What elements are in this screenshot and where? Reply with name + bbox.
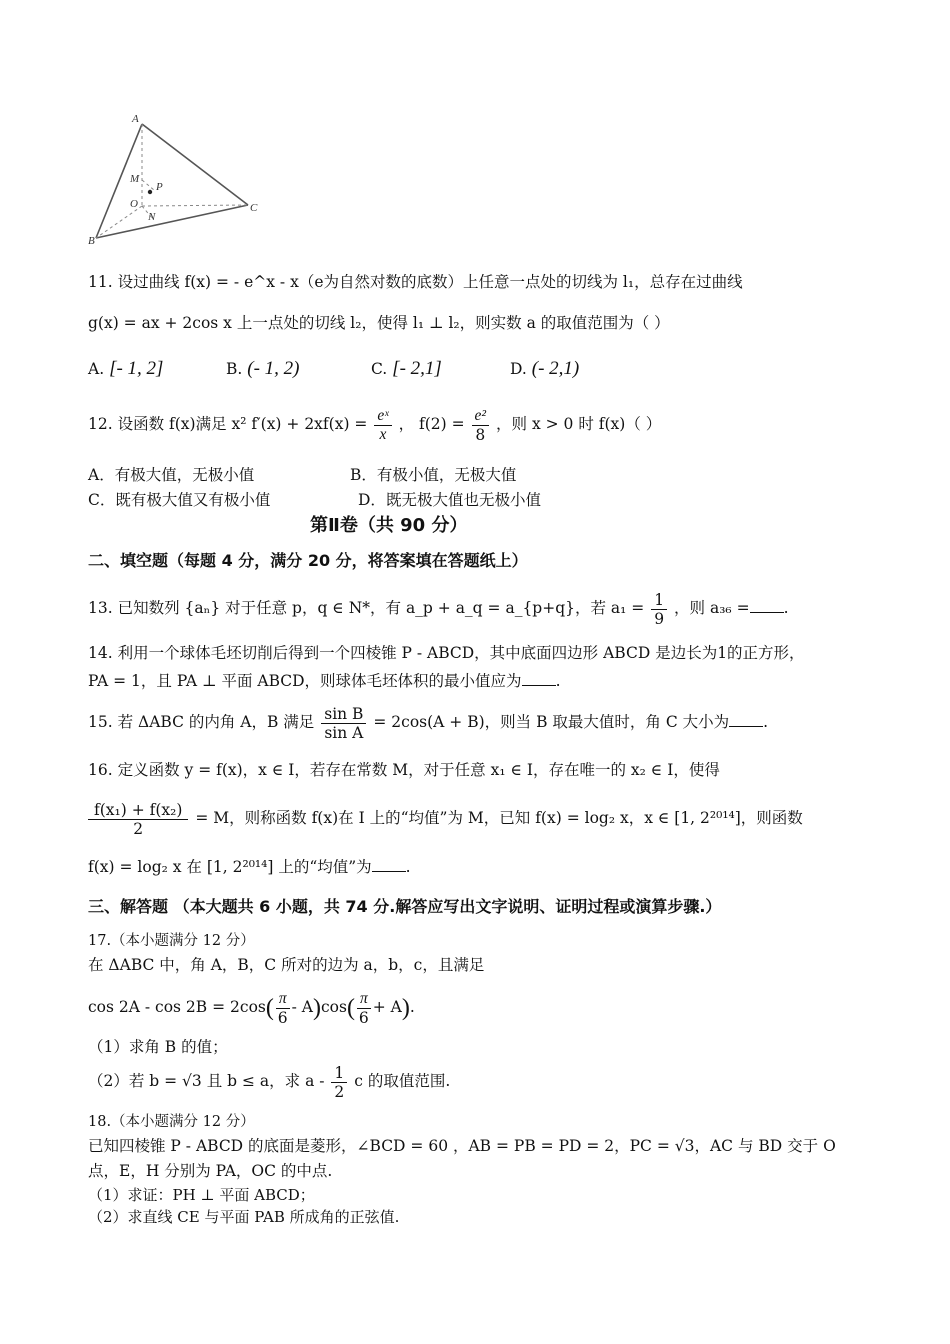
q17-part2-prefix: （2）若 b = √3 且 b ≤ a，求 a - — [88, 1072, 325, 1090]
q12-option-b — [350, 463, 516, 485]
q15-frac-den: sin A — [324, 723, 364, 742]
section2-title: 二、填空题（每题 4 分，满分 20 分，将答案填在答题纸上） — [88, 551, 528, 570]
q15-suffix: = 2cos(A + B)，则当 B 取最大值时，角 C 大小为 — [373, 713, 730, 731]
q17-frac-a — [276, 990, 290, 1027]
q15-prefix: 15. 若 ΔABC 的内角 A，B 满足 — [88, 713, 315, 731]
q13-answer-blank[interactable] — [750, 598, 784, 613]
q14-answer-blank[interactable] — [522, 671, 556, 686]
q11-option-b-label: B. — [226, 360, 243, 378]
q12-frac1-den: x — [379, 425, 387, 443]
q16-answer-blank[interactable] — [372, 857, 406, 872]
q17-title: 17.（本小题满分 12 分） — [88, 933, 255, 949]
section3-title: 三、解答题 （本大题共 6 小题，共 74 分.解答应写出文字说明、证明过程或演算步骤.） — [88, 897, 722, 916]
q13-fraction — [651, 591, 667, 628]
q17-part2 — [88, 1059, 450, 1103]
q17-part1: （1）求角 B 的值； — [88, 1038, 228, 1056]
q12-fraction-2 — [472, 407, 490, 444]
q12-frac2-num: e² — [472, 407, 490, 426]
q15-end: . — [763, 713, 769, 731]
q17-part2-suffix: c 的取值范围. — [354, 1072, 451, 1090]
q18-line2: 点，E，H 分别为 PA，OC 的中点. — [88, 1162, 333, 1180]
label-o: O — [130, 198, 138, 210]
q17-eq-a-tail: - A — [291, 998, 313, 1016]
q14-line2: PA = 1，且 PA ⊥ 平面 ABCD，则球体毛坯体积的最小值应为 — [88, 672, 522, 690]
q13-frac-num: 1 — [651, 591, 667, 610]
q12-option-a — [88, 463, 254, 485]
q12-option-d-label: D． — [358, 491, 386, 509]
q12-frac1-num: eˣ — [374, 407, 391, 426]
q11-line2: g(x) = ax + 2cos x 上一点处的切线 l₂，使得 l₁ ⊥ l₂，则实数 a 的取值范围为（ ） — [88, 314, 670, 332]
q17-part2-fraction — [331, 1064, 347, 1101]
q11-option-b-value: (- 1, 2) — [247, 358, 300, 379]
q17-part2-frac-den: 2 — [334, 1082, 345, 1101]
tetrahedron-figure — [80, 110, 270, 250]
q17-eq-mid: cos — [320, 998, 347, 1016]
q13-end: . — [783, 599, 789, 617]
q11-option-d-label: D. — [510, 360, 527, 378]
q11-option-d — [510, 358, 579, 380]
label-b: B — [88, 235, 95, 247]
q12-mid: ， f(2) = — [398, 415, 465, 433]
q17-frac-a-den: 6 — [277, 1008, 288, 1027]
q13 — [88, 586, 789, 630]
q12-option-c — [88, 488, 270, 510]
q11-option-d-value: (- 2,1) — [531, 358, 580, 379]
q18-title: 18.（本小题满分 12 分） — [88, 1114, 255, 1130]
point-p — [148, 190, 152, 194]
q17-frac-b — [357, 990, 371, 1027]
q16-end: . — [405, 858, 411, 876]
q17-frac-b-den: 6 — [358, 1008, 369, 1027]
q15-answer-blank[interactable] — [729, 712, 763, 727]
q17-line1: 在 ΔABC 中，角 A，B，C 所对的边为 a，b，c，且满足 — [88, 956, 485, 974]
q14-line1: 14. 利用一个球体毛坯切削后得到一个四棱锥 P - ABCD，其中底面四边形 ABCD 是边长为1的正方形， — [88, 644, 805, 662]
label-a: A — [132, 113, 139, 125]
q17-paren-open-1: ( — [265, 995, 274, 1021]
q17-eq-end: . — [409, 998, 415, 1016]
q11-option-b — [226, 358, 300, 380]
q13-frac-den: 9 — [654, 609, 665, 628]
q12-fraction-1 — [374, 407, 391, 444]
q17-equation — [88, 983, 415, 1032]
q18-part2: （2）求直线 CE 与平面 PAB 所成角的正弦值. — [88, 1208, 400, 1226]
q11-option-a — [88, 358, 163, 380]
q11-option-c-value: [- 2,1] — [392, 358, 442, 379]
q12-option-d — [358, 488, 541, 510]
q16-line3-wrap — [88, 857, 411, 877]
q16-line1: 16. 定义函数 y = f(x)，x ∈ I，若存在常数 M，对于任意 x₁ ∈ I，存在唯一的 x₂ ∈ I，使得 — [88, 761, 720, 779]
q14-line2-wrap — [88, 671, 561, 691]
q16-line2 — [88, 796, 803, 840]
q16-line3: f(x) = log₂ x 在 [1, 2²⁰¹⁴] 上的“均值”为 — [88, 858, 372, 876]
q13-prefix: 13. 已知数列 {aₙ} 对于任意 p，q ∈ N*，有 a_p + a_q = a_{p+q}，若 a₁ = — [88, 599, 645, 617]
q12-option-d-value: 既无极大值也无极小值 — [385, 491, 541, 509]
q12-prefix: 12. 设函数 f(x)满足 x² f′(x) + 2xf(x) = — [88, 415, 368, 433]
q17-paren-open-2: ( — [346, 995, 355, 1021]
q11-option-a-value: [- 1, 2] — [109, 358, 164, 379]
part2-title: 第Ⅱ卷（共 90 分） — [310, 515, 468, 536]
q15-fraction — [321, 705, 366, 742]
q17-eq-b-tail: + A — [372, 998, 402, 1016]
q18-part1: （1）求证：PH ⊥ 平面 ABCD； — [88, 1186, 315, 1204]
q17-frac-a-num: π — [276, 990, 290, 1009]
q16-line2-suffix: = M，则称函数 f(x)在 I 上的“均值”为 M，已知 f(x) = log₂ x，x ∈ [1, 2²⁰¹⁴]，则函数 — [195, 809, 803, 827]
q16-frac-den: 2 — [133, 819, 144, 838]
q16-fraction — [88, 801, 188, 838]
q12-option-b-value: 有极小值，无极大值 — [376, 466, 517, 484]
q11-option-c-label: C. — [371, 360, 388, 378]
q12-stem — [88, 402, 661, 446]
label-p: P — [156, 181, 163, 193]
q11-line1: 11. 设过曲线 f(x) = - e^x - x（e为自然对数的底数）上任意一点处的切线为 l₁，总存在过曲线 — [88, 273, 743, 291]
q18-line1: 已知四棱锥 P - ABCD 的底面是菱形，∠BCD = 60 ，AB = PB = PD = 2，PC = √3，AC 与 BD 交于 O — [88, 1137, 836, 1155]
q16-frac-num: f(x₁) + f(x₂) — [88, 801, 188, 820]
label-m: M — [130, 173, 140, 185]
q12-option-b-label: B． — [350, 466, 377, 484]
q15-frac-num: sin B — [321, 705, 366, 724]
q17-paren-close-1: ) — [312, 995, 321, 1021]
q12-option-c-label: C． — [88, 491, 116, 509]
q12-option-a-value: 有极大值，无极小值 — [114, 466, 255, 484]
label-n: N — [148, 211, 156, 223]
q12-suffix: ，则 x > 0 时 f(x)（ ） — [496, 415, 662, 433]
q13-suffix: ，则 a₃₆ = — [674, 599, 750, 617]
q17-frac-b-num: π — [357, 990, 371, 1009]
q12-option-c-value: 既有极大值又有极小值 — [115, 491, 271, 509]
q14-end: . — [555, 672, 561, 690]
q12-option-a-label: A． — [88, 466, 115, 484]
q17-eq-prefix: cos 2A - cos 2B = 2cos — [88, 998, 266, 1016]
q15 — [88, 700, 768, 744]
q17-paren-close-2: ) — [401, 995, 410, 1021]
q17-part2-frac-num: 1 — [331, 1064, 347, 1083]
q11-option-c — [371, 358, 442, 380]
label-c: C — [250, 202, 258, 214]
q12-frac2-den: 8 — [475, 425, 486, 444]
q11-option-a-label: A. — [88, 360, 105, 378]
